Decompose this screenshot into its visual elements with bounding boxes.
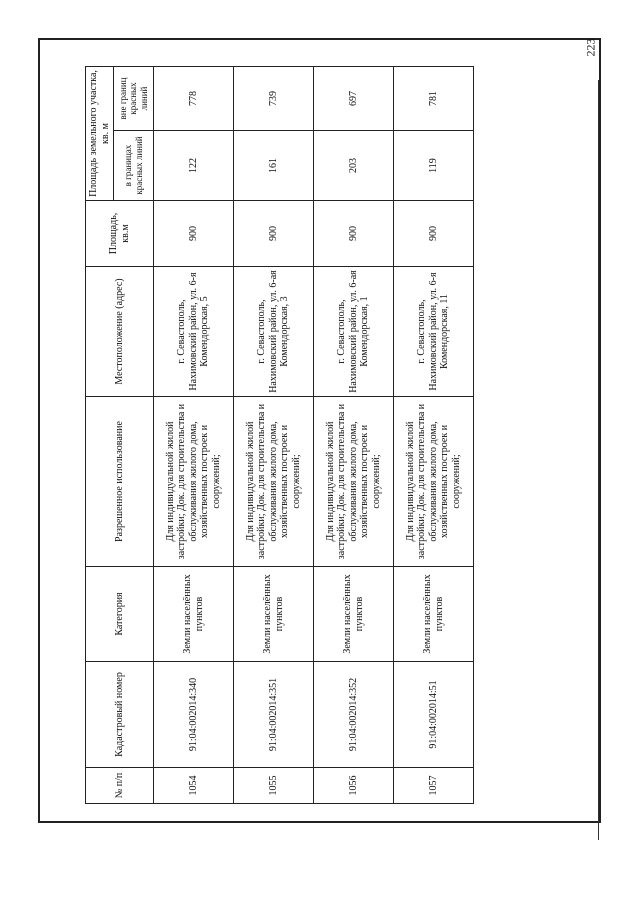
page-number: 223 — [583, 38, 598, 57]
cell-cadastral: 91:04:002014:352 — [314, 662, 394, 768]
rotated-table — [85, 67, 472, 804]
cell-location: г. Севастополь, Нахимовский район, ул. 6-ая Комендорская, 1 — [314, 267, 394, 397]
cell-permitted-use: Для индивидуальной жилой застройки; Док. для строительства и обслуживания жилого дома, хозяйственных построек и сооружений; — [234, 397, 314, 567]
cell-area: 900 — [394, 201, 474, 267]
header-land-area: Площадь земельного участка, кв. м — [86, 67, 114, 201]
cell-permitted-use: Для индивидуальной жилой застройки; Док. для строительства и обслуживания жилого дома, хозяйственных построек и сооружений; — [394, 397, 474, 567]
header-category: Категория — [86, 567, 154, 662]
cell-num: 1054 — [154, 768, 234, 804]
header-outside: вне границ красных линий — [114, 67, 154, 131]
cell-num: 1056 — [314, 768, 394, 804]
cell-area: 900 — [154, 201, 234, 267]
cell-outside: 778 — [154, 67, 234, 131]
cell-outside: 697 — [314, 67, 394, 131]
cell-cadastral: 91:04:002014:51 — [394, 662, 474, 768]
cell-area: 900 — [314, 201, 394, 267]
header-inside: в границах красных линий — [114, 131, 154, 201]
cell-inside: 161 — [234, 131, 314, 201]
cell-num: 1057 — [394, 768, 474, 804]
cell-category: Земли населённых пунктов — [154, 567, 234, 662]
cell-category: Земли населённых пунктов — [314, 567, 394, 662]
cell-inside: 119 — [394, 131, 474, 201]
cell-outside: 739 — [234, 67, 314, 131]
header-area: Площадь, кв.м — [86, 201, 154, 267]
cell-location: г. Севастополь, Нахимовский район, ул. 6-я Комендорская, 11 — [394, 267, 474, 397]
table-row — [314, 67, 394, 804]
header-permitted-use: Разрешенное использование — [86, 397, 154, 567]
table-row — [154, 67, 234, 804]
cell-cadastral: 91:04:002014:340 — [154, 662, 234, 768]
table-row — [234, 67, 314, 804]
cell-location: г. Севастополь, Нахимовский район, ул. 6-ая Комендорская, 3 — [234, 267, 314, 397]
cell-area: 900 — [234, 201, 314, 267]
cell-permitted-use: Для индивидуальной жилой застройки; Док. для строительства и обслуживания жилого дома, хозяйственных построек и сооружений; — [314, 397, 394, 567]
cell-outside: 781 — [394, 67, 474, 131]
cell-category: Земли населённых пунктов — [394, 567, 474, 662]
cell-permitted-use: Для индивидуальной жилой застройки; Док. для строительства и обслуживания жилого дома, хозяйственных построек и сооружений; — [154, 397, 234, 567]
land-plots-table — [85, 66, 474, 804]
header-cadastral: Кадастровый номер — [86, 662, 154, 768]
cell-category: Земли населённых пунктов — [234, 567, 314, 662]
cell-num: 1055 — [234, 768, 314, 804]
header-location: Местоположение (адрес) — [86, 267, 154, 397]
cell-inside: 122 — [154, 131, 234, 201]
cell-cadastral: 91:04:002014:351 — [234, 662, 314, 768]
cell-inside: 203 — [314, 131, 394, 201]
margin-rule — [598, 80, 599, 840]
table-row — [394, 67, 474, 804]
cell-location: г. Севастополь, Нахимовский район, ул. 6-я Комендорская, 5 — [154, 267, 234, 397]
header-num: № п/п — [86, 768, 154, 804]
table-container — [85, 67, 472, 804]
